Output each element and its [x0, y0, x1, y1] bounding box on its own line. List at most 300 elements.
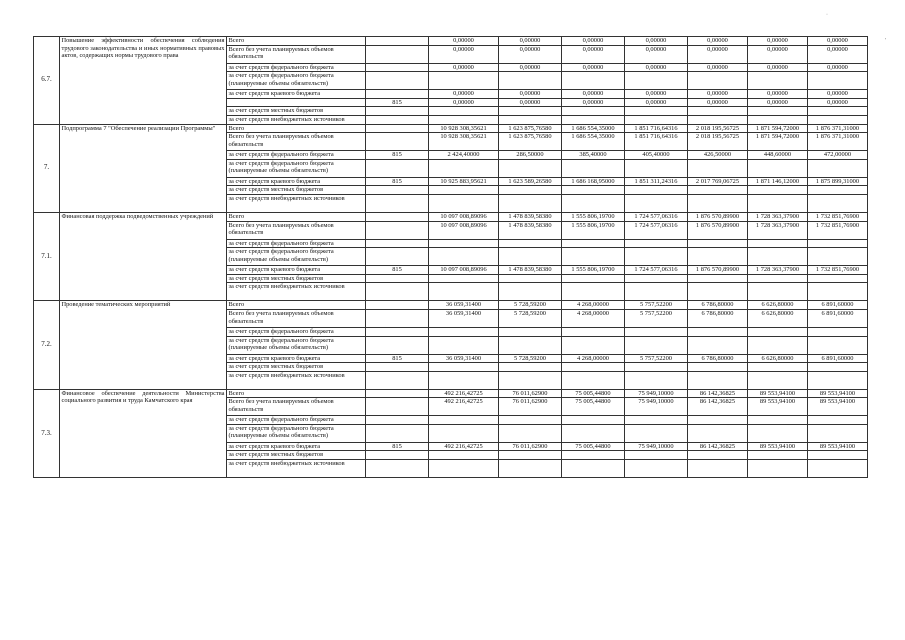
row-number: 7. — [34, 124, 60, 212]
amount-cell: 6 891,60000 — [808, 354, 868, 363]
amount-cell — [562, 451, 625, 460]
amount-cell: 0,00000 — [562, 98, 625, 107]
amount-cell: 1 851 311,24316 — [625, 177, 688, 186]
amount-cell — [429, 115, 499, 124]
amount-cell — [688, 239, 748, 248]
amount-cell — [562, 274, 625, 283]
amount-cell — [562, 115, 625, 124]
grbs-code — [366, 336, 429, 354]
amount-cell — [748, 327, 808, 336]
grbs-code — [366, 194, 429, 212]
amount-cell: 0,00000 — [748, 37, 808, 46]
amount-cell: 75 005,44800 — [562, 442, 625, 451]
grbs-code — [366, 416, 429, 425]
amount-cell — [499, 371, 562, 389]
amount-cell — [748, 107, 808, 116]
funding-source: за счет средств краевого бюджета — [227, 442, 366, 451]
amount-cell: 1 623 875,76580 — [499, 133, 562, 151]
amount-cell — [688, 186, 748, 195]
amount-cell: 1 851 716,64316 — [625, 124, 688, 133]
amount-cell — [625, 327, 688, 336]
amount-cell: 2 018 195,56725 — [688, 124, 748, 133]
amount-cell: 86 142,36825 — [688, 398, 748, 416]
amount-cell — [429, 424, 499, 442]
grbs-code — [366, 239, 429, 248]
amount-cell: 6 626,80000 — [748, 301, 808, 310]
amount-cell — [688, 159, 748, 177]
amount-cell: 0,00000 — [499, 90, 562, 99]
amount-cell: 76 011,62900 — [499, 442, 562, 451]
amount-cell — [808, 239, 868, 248]
funding-source: Всего — [227, 37, 366, 46]
amount-cell — [688, 248, 748, 266]
row-number: 7.2. — [34, 301, 60, 389]
table-row — [34, 124, 868, 133]
amount-cell — [499, 186, 562, 195]
funding-source: Всего без учета планируемых объемов обязательств — [227, 398, 366, 416]
amount-cell: 0,00000 — [499, 45, 562, 63]
amount-cell: 1 478 839,58380 — [499, 266, 562, 275]
amount-cell — [562, 336, 625, 354]
amount-cell: 0,00000 — [429, 90, 499, 99]
amount-cell — [499, 194, 562, 212]
amount-cell: 0,00000 — [808, 63, 868, 72]
amount-cell: 0,00000 — [808, 90, 868, 99]
amount-cell — [499, 424, 562, 442]
amount-cell — [808, 186, 868, 195]
amount-cell — [429, 327, 499, 336]
amount-cell: 6 891,60000 — [808, 301, 868, 310]
amount-cell: 492 216,42725 — [429, 389, 499, 398]
amount-cell: 0,00000 — [808, 37, 868, 46]
amount-cell: 1 876 570,89900 — [688, 221, 748, 239]
amount-cell: 36 059,31400 — [429, 354, 499, 363]
amount-cell: 86 142,36825 — [688, 442, 748, 451]
amount-cell: 10 925 883,95621 — [429, 177, 499, 186]
amount-cell — [808, 451, 868, 460]
amount-cell — [562, 248, 625, 266]
amount-cell — [562, 72, 625, 90]
amount-cell: 89 553,94100 — [748, 442, 808, 451]
amount-cell — [808, 72, 868, 90]
table-row — [34, 301, 868, 310]
amount-cell: 1 478 839,58380 — [499, 221, 562, 239]
grbs-code — [366, 460, 429, 478]
amount-cell — [808, 336, 868, 354]
funding-source: за счет средств местных бюджетов — [227, 186, 366, 195]
amount-cell — [625, 416, 688, 425]
funding-source: Всего без учета планируемых объемов обязательств — [227, 309, 366, 327]
amount-cell — [562, 371, 625, 389]
amount-cell: 0,00000 — [688, 37, 748, 46]
grbs-code — [366, 45, 429, 63]
amount-cell: 86 142,36825 — [688, 389, 748, 398]
grbs-code — [366, 363, 429, 372]
amount-cell — [625, 239, 688, 248]
amount-cell — [625, 186, 688, 195]
budget-allocation-table — [33, 36, 868, 478]
amount-cell: 1 623 589,26580 — [499, 177, 562, 186]
amount-cell — [748, 371, 808, 389]
amount-cell — [748, 159, 808, 177]
amount-cell — [808, 159, 868, 177]
amount-cell — [625, 194, 688, 212]
amount-cell — [499, 336, 562, 354]
amount-cell — [429, 274, 499, 283]
amount-cell — [748, 274, 808, 283]
amount-cell — [748, 451, 808, 460]
amount-cell: 1 728 363,37900 — [748, 212, 808, 221]
amount-cell: 76 011,62900 — [499, 389, 562, 398]
funding-source: за счет средств внебюджетных источников — [227, 371, 366, 389]
grbs-code — [366, 248, 429, 266]
amount-cell — [688, 115, 748, 124]
grbs-code: 815 — [366, 177, 429, 186]
amount-cell: 10 097 008,89096 — [429, 221, 499, 239]
amount-cell — [808, 194, 868, 212]
amount-cell: 1 876 570,89900 — [688, 266, 748, 275]
amount-cell — [625, 159, 688, 177]
amount-cell — [429, 363, 499, 372]
grbs-code — [366, 451, 429, 460]
amount-cell — [429, 248, 499, 266]
amount-cell: 1 871 594,72000 — [748, 133, 808, 151]
amount-cell: 10 928 308,35621 — [429, 133, 499, 151]
funding-source: за счет средств краевого бюджета — [227, 354, 366, 363]
amount-cell — [625, 72, 688, 90]
funding-source: Всего без учета планируемых объемов обязательств — [227, 133, 366, 151]
amount-cell: 0,00000 — [499, 37, 562, 46]
amount-cell — [808, 327, 868, 336]
amount-cell: 1 686 554,35000 — [562, 124, 625, 133]
amount-cell: 2 424,40000 — [429, 151, 499, 160]
amount-cell — [688, 363, 748, 372]
amount-cell: 89 553,94100 — [808, 389, 868, 398]
amount-cell: 1 555 806,19700 — [562, 212, 625, 221]
funding-source: за счет средств внебюджетных источников — [227, 115, 366, 124]
amount-cell: 1 724 577,06316 — [625, 221, 688, 239]
amount-cell — [688, 416, 748, 425]
amount-cell — [688, 72, 748, 90]
grbs-code — [366, 186, 429, 195]
amount-cell: 0,00000 — [429, 63, 499, 72]
amount-cell — [562, 424, 625, 442]
table-row — [34, 389, 868, 398]
amount-cell — [748, 460, 808, 478]
grbs-code — [366, 133, 429, 151]
grbs-code — [366, 115, 429, 124]
amount-cell — [562, 239, 625, 248]
amount-cell: 1 623 875,76580 — [499, 124, 562, 133]
amount-cell — [562, 186, 625, 195]
amount-cell — [499, 363, 562, 372]
amount-cell — [688, 460, 748, 478]
grbs-code — [366, 37, 429, 46]
amount-cell — [748, 115, 808, 124]
amount-cell: 75 005,44800 — [562, 398, 625, 416]
funding-source: за счет средств внебюджетных источников — [227, 283, 366, 301]
measure-name: Подпрограмма 7 "Обеспечение реализации Программы" — [60, 124, 227, 212]
grbs-code — [366, 389, 429, 398]
grbs-code: 815 — [366, 442, 429, 451]
amount-cell — [562, 194, 625, 212]
grbs-code — [366, 159, 429, 177]
amount-cell: 89 553,94100 — [748, 389, 808, 398]
funding-source: Всего — [227, 212, 366, 221]
amount-cell — [688, 371, 748, 389]
amount-cell: 0,00000 — [625, 45, 688, 63]
amount-cell: 0,00000 — [748, 98, 808, 107]
amount-cell: 10 928 308,35621 — [429, 124, 499, 133]
amount-cell: 4 268,00000 — [562, 301, 625, 310]
amount-cell: 0,00000 — [625, 63, 688, 72]
amount-cell — [625, 451, 688, 460]
amount-cell: 6 786,80000 — [688, 309, 748, 327]
amount-cell — [429, 283, 499, 301]
amount-cell — [625, 283, 688, 301]
amount-cell — [499, 159, 562, 177]
amount-cell: 0,00000 — [808, 45, 868, 63]
amount-cell: 1 686 168,95000 — [562, 177, 625, 186]
amount-cell: 75 949,10000 — [625, 398, 688, 416]
amount-cell: 0,00000 — [429, 37, 499, 46]
amount-cell: 0,00000 — [562, 63, 625, 72]
amount-cell — [429, 451, 499, 460]
amount-cell — [688, 424, 748, 442]
grbs-code — [366, 283, 429, 301]
funding-source: Всего — [227, 301, 366, 310]
amount-cell — [748, 363, 808, 372]
amount-cell: 405,40000 — [625, 151, 688, 160]
amount-cell: 1 875 899,31000 — [808, 177, 868, 186]
amount-cell: 1 478 839,58380 — [499, 212, 562, 221]
amount-cell — [808, 248, 868, 266]
grbs-code — [366, 274, 429, 283]
amount-cell: 492 216,42725 — [429, 442, 499, 451]
amount-cell: 76 011,62900 — [499, 398, 562, 416]
amount-cell: 5 728,59200 — [499, 301, 562, 310]
grbs-code — [366, 327, 429, 336]
grbs-code — [366, 63, 429, 72]
amount-cell — [499, 451, 562, 460]
grbs-code — [366, 301, 429, 310]
row-number: 7.3. — [34, 389, 60, 477]
amount-cell — [429, 159, 499, 177]
amount-cell: 1 732 851,76900 — [808, 266, 868, 275]
funding-source: за счет средств федерального бюджета — [227, 327, 366, 336]
amount-cell: 0,00000 — [808, 98, 868, 107]
amount-cell: 0,00000 — [562, 45, 625, 63]
amount-cell — [625, 371, 688, 389]
amount-cell — [562, 416, 625, 425]
amount-cell — [748, 248, 808, 266]
grbs-code — [366, 124, 429, 133]
amount-cell: 1 732 851,76900 — [808, 212, 868, 221]
amount-cell: 5 757,52200 — [625, 309, 688, 327]
amount-cell: 0,00000 — [499, 98, 562, 107]
row-number: 7.1. — [34, 212, 60, 300]
amount-cell — [808, 416, 868, 425]
amount-cell: 75 949,10000 — [625, 389, 688, 398]
amount-cell: 6 626,80000 — [748, 309, 808, 327]
amount-cell — [808, 424, 868, 442]
amount-cell: 0,00000 — [429, 98, 499, 107]
amount-cell — [499, 72, 562, 90]
funding-source: за счет средств федерального бюджета — [227, 239, 366, 248]
amount-cell: 1 724 577,06316 — [625, 212, 688, 221]
amount-cell: 385,40000 — [562, 151, 625, 160]
amount-cell: 1 728 363,37900 — [748, 221, 808, 239]
amount-cell: 89 553,94100 — [808, 442, 868, 451]
amount-cell — [625, 336, 688, 354]
amount-cell — [688, 336, 748, 354]
amount-cell — [688, 194, 748, 212]
funding-source: Всего без учета планируемых объемов обязательств — [227, 45, 366, 63]
amount-cell: 492 216,42725 — [429, 398, 499, 416]
amount-cell — [808, 115, 868, 124]
amount-cell — [625, 363, 688, 372]
grbs-code: 815 — [366, 266, 429, 275]
amount-cell: 0,00000 — [748, 90, 808, 99]
grbs-code — [366, 90, 429, 99]
amount-cell: 0,00000 — [748, 45, 808, 63]
amount-cell: 0,00000 — [625, 37, 688, 46]
amount-cell — [429, 186, 499, 195]
amount-cell: 286,50000 — [499, 151, 562, 160]
funding-source: Всего — [227, 124, 366, 133]
scan-speck: ' — [885, 38, 887, 44]
amount-cell — [429, 72, 499, 90]
amount-cell — [688, 283, 748, 301]
amount-cell: 1 871 594,72000 — [748, 124, 808, 133]
amount-cell — [808, 363, 868, 372]
amount-cell: 6 786,80000 — [688, 301, 748, 310]
funding-source: за счет средств федерального бюджета (планируемые объемы обязательств) — [227, 336, 366, 354]
amount-cell: 426,50000 — [688, 151, 748, 160]
row-number: 6.7. — [34, 37, 60, 125]
amount-cell — [429, 371, 499, 389]
amount-cell — [562, 159, 625, 177]
funding-source: за счет средств федерального бюджета (планируемые объемы обязательств) — [227, 424, 366, 442]
funding-source: за счет средств краевого бюджета — [227, 90, 366, 99]
amount-cell — [688, 451, 748, 460]
amount-cell: 1 876 371,31000 — [808, 124, 868, 133]
amount-cell: 472,00000 — [808, 151, 868, 160]
amount-cell: 1 851 716,64316 — [625, 133, 688, 151]
funding-source: за счет средств местных бюджетов — [227, 107, 366, 116]
amount-cell — [625, 274, 688, 283]
amount-cell: 0,00000 — [688, 98, 748, 107]
amount-cell — [808, 283, 868, 301]
amount-cell: 5 757,52200 — [625, 354, 688, 363]
amount-cell: 1 555 806,19700 — [562, 266, 625, 275]
amount-cell — [748, 239, 808, 248]
amount-cell — [562, 283, 625, 301]
table-row — [34, 212, 868, 221]
funding-source: за счет средств внебюджетных источников — [227, 460, 366, 478]
amount-cell — [748, 336, 808, 354]
funding-source: за счет средств федерального бюджета (планируемые объемы обязательств) — [227, 248, 366, 266]
funding-source: за счет средств федерального бюджета (планируемые объемы обязательств) — [227, 72, 366, 90]
amount-cell: 0,00000 — [625, 98, 688, 107]
amount-cell — [625, 248, 688, 266]
funding-source: за счет средств федерального бюджета — [227, 416, 366, 425]
amount-cell — [562, 107, 625, 116]
grbs-code — [366, 212, 429, 221]
amount-cell: 1 876 371,31000 — [808, 133, 868, 151]
amount-cell — [748, 416, 808, 425]
amount-cell — [562, 460, 625, 478]
funding-source: за счет средств внебюджетных источников — [227, 194, 366, 212]
funding-source: за счет средств краевого бюджета — [227, 266, 366, 275]
amount-cell — [499, 416, 562, 425]
grbs-code — [366, 398, 429, 416]
amount-cell: 89 553,94100 — [748, 398, 808, 416]
amount-cell: 10 097 008,89096 — [429, 212, 499, 221]
amount-cell: 0,00000 — [429, 45, 499, 63]
amount-cell — [688, 274, 748, 283]
amount-cell: 6 626,80000 — [748, 354, 808, 363]
amount-cell — [499, 274, 562, 283]
amount-cell: 1 724 577,06316 — [625, 266, 688, 275]
amount-cell: 6 786,80000 — [688, 354, 748, 363]
amount-cell — [499, 248, 562, 266]
amount-cell — [429, 460, 499, 478]
amount-cell — [429, 336, 499, 354]
amount-cell: 0,00000 — [688, 63, 748, 72]
amount-cell: 4 268,00000 — [562, 309, 625, 327]
funding-source — [227, 98, 366, 107]
amount-cell: 89 553,94100 — [808, 398, 868, 416]
grbs-code — [366, 371, 429, 389]
funding-source: за счет средств федерального бюджета — [227, 63, 366, 72]
amount-cell — [808, 371, 868, 389]
amount-cell: 1 732 851,76900 — [808, 221, 868, 239]
funding-source: Всего — [227, 389, 366, 398]
amount-cell — [562, 327, 625, 336]
amount-cell: 448,60000 — [748, 151, 808, 160]
funding-source: за счет средств местных бюджетов — [227, 363, 366, 372]
amount-cell: 1 871 146,12000 — [748, 177, 808, 186]
amount-cell: 0,00000 — [748, 63, 808, 72]
amount-cell: 1 728 363,37900 — [748, 266, 808, 275]
grbs-code — [366, 309, 429, 327]
amount-cell — [748, 194, 808, 212]
amount-cell — [562, 363, 625, 372]
amount-cell: 0,00000 — [688, 45, 748, 63]
amount-cell — [625, 424, 688, 442]
amount-cell: 0,00000 — [562, 90, 625, 99]
amount-cell — [499, 327, 562, 336]
amount-cell: 2 018 195,56725 — [688, 133, 748, 151]
amount-cell — [688, 327, 748, 336]
amount-cell: 1 686 554,35000 — [562, 133, 625, 151]
amount-cell: 0,00000 — [688, 90, 748, 99]
amount-cell — [499, 107, 562, 116]
amount-cell: 5 757,52200 — [625, 301, 688, 310]
measure-name: Финансовая поддержка подведомственных учреждений — [60, 212, 227, 300]
amount-cell — [429, 239, 499, 248]
amount-cell — [748, 186, 808, 195]
measure-name: Повышение эффективности обеспечения соблюдения трудового законодательства и иных нормативных правовых актов, содержащих нормы трудового права — [60, 37, 227, 125]
funding-source: за счет средств местных бюджетов — [227, 451, 366, 460]
amount-cell — [808, 460, 868, 478]
funding-source: за счет средств местных бюджетов — [227, 274, 366, 283]
amount-cell: 75 949,10000 — [625, 442, 688, 451]
amount-cell: 0,00000 — [562, 37, 625, 46]
amount-cell: 1 555 806,19700 — [562, 221, 625, 239]
amount-cell — [748, 72, 808, 90]
